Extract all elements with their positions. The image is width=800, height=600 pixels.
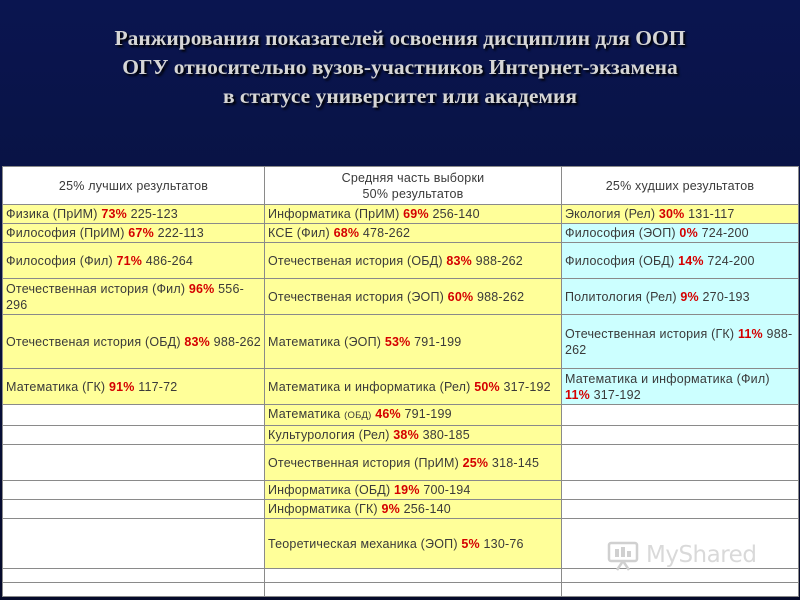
middle-cell <box>265 500 562 519</box>
range: 988-262 <box>473 289 525 304</box>
empty-cell <box>562 405 799 426</box>
best-cell <box>3 315 265 369</box>
percent: 30% <box>658 207 685 221</box>
subject: Философия (ЭОП) <box>565 226 680 240</box>
empty-cell <box>3 445 265 481</box>
middle-cell <box>265 279 562 315</box>
percent: 25% <box>462 455 489 470</box>
percent: 68% <box>333 226 360 240</box>
subject: Отечественая история (ОБД) <box>268 253 447 268</box>
subject: КСЕ (Фил) <box>268 226 334 240</box>
empty-cell <box>3 569 265 583</box>
range: 724-200 <box>697 226 749 240</box>
best-cell <box>3 243 265 279</box>
range: 131-117 <box>684 207 735 221</box>
header-best: 25% лучших результатов <box>3 167 265 205</box>
subject: Политология (Рел) <box>565 289 681 304</box>
subject: Информатика (ОБД) <box>268 483 395 497</box>
title-line-2: ОГУ относительно вузов-участников Интернет-экзамена <box>122 55 678 79</box>
subject: Математика и информатика (Фил) <box>565 371 770 386</box>
range: 791-199 <box>410 334 462 349</box>
percent: 9% <box>381 502 400 516</box>
header-middle-line-1: Средняя часть выборки <box>341 170 485 185</box>
middle-cell <box>265 405 562 426</box>
percent: 9% <box>680 289 699 304</box>
subject: Отечественная история (ПрИМ) <box>268 455 463 470</box>
percent: 69% <box>403 207 429 221</box>
header-middle <box>265 167 562 205</box>
percent: 0% <box>679 226 698 240</box>
range: 317-192 <box>589 387 641 402</box>
empty-cell <box>3 500 265 519</box>
empty-cell <box>562 500 799 519</box>
header-worst: 25% худших результатов <box>562 167 799 205</box>
subject: Отечественная история (ГК) <box>565 326 738 341</box>
subject: Философия (Фил) <box>6 253 117 268</box>
empty-cell <box>3 426 265 445</box>
empty-cell <box>3 405 265 426</box>
subject: Физика (ПрИМ) <box>6 207 102 221</box>
middle-cell <box>265 369 562 405</box>
range: 988-262 <box>565 326 793 357</box>
best-cell <box>3 279 265 315</box>
range: 130-76 <box>479 536 524 551</box>
subject: Информатика (ГК) <box>268 502 382 516</box>
range: 222-113 <box>153 226 204 240</box>
empty-cell <box>265 583 562 597</box>
percent: 50% <box>474 379 500 394</box>
range: 556-296 <box>6 281 244 312</box>
range: 988-262 <box>472 253 523 268</box>
best-cell <box>3 369 265 405</box>
percent: 11% <box>565 387 590 402</box>
subject: Математика <box>268 407 345 421</box>
subject: Информатика (ПрИМ) <box>268 207 404 221</box>
range: 486-264 <box>142 253 194 268</box>
empty-cell <box>562 583 799 597</box>
subject-qualifier: (ОБД) <box>344 410 372 421</box>
range: 256-140 <box>428 207 480 221</box>
range: 256-140 <box>399 502 451 516</box>
best-cell <box>3 224 265 243</box>
subject: Математика и информатика (Рел) <box>268 379 475 394</box>
percent: 83% <box>184 334 210 349</box>
range: 225-123 <box>126 207 178 221</box>
range: 317-192 <box>499 379 551 394</box>
percent: 71% <box>116 253 143 268</box>
range: 380-185 <box>418 428 470 442</box>
worst-cell <box>562 243 799 279</box>
middle-cell <box>265 426 562 445</box>
percent: 14% <box>678 253 704 268</box>
worst-cell <box>562 315 799 369</box>
range: 270-193 <box>698 289 750 304</box>
percent: 91% <box>108 379 135 394</box>
worst-cell <box>562 279 799 315</box>
percent: 60% <box>447 289 474 304</box>
watermark-text: MyShared <box>646 542 757 568</box>
subject: Отечественая история (ОБД) <box>6 334 185 349</box>
middle-cell <box>265 445 562 481</box>
worst-cell <box>562 205 799 224</box>
subject: Математика (ГК) <box>6 379 109 394</box>
empty-cell <box>562 481 799 500</box>
subject: Теоретическая механика (ЭОП) <box>268 536 462 551</box>
percent: 53% <box>384 334 411 349</box>
subject: Философия (ОБД) <box>565 253 679 268</box>
subject: Культурология (Рел) <box>268 428 394 442</box>
percent: 73% <box>101 207 127 221</box>
middle-cell <box>265 481 562 500</box>
middle-cell <box>265 205 562 224</box>
percent: 19% <box>394 483 420 497</box>
empty-cell <box>562 445 799 481</box>
range: 988-262 <box>210 334 261 349</box>
percent: 46% <box>371 407 401 421</box>
header-middle-line-2: 50% результатов <box>362 186 464 201</box>
range: 478-262 <box>359 226 411 240</box>
percent: 67% <box>128 226 154 240</box>
middle-cell <box>265 519 562 569</box>
empty-cell <box>3 519 265 569</box>
subject: Философия (ПрИМ) <box>6 226 129 240</box>
empty-cell <box>3 583 265 597</box>
best-cell <box>3 205 265 224</box>
empty-cell <box>3 481 265 500</box>
subject: Математика (ЭОП) <box>268 334 385 349</box>
middle-cell <box>265 315 562 369</box>
range: 791-199 <box>400 407 452 421</box>
percent: 38% <box>393 428 419 442</box>
slide-title <box>0 24 800 111</box>
empty-cell <box>562 426 799 445</box>
worst-cell <box>562 224 799 243</box>
subject: Отечественная история (Фил) <box>6 281 189 296</box>
percent: 96% <box>188 281 215 296</box>
title-line-1: Ранжирования показателей освоения дисциплин для ООП <box>114 26 686 50</box>
range: 724-200 <box>703 253 755 268</box>
watermark-logo <box>606 537 756 573</box>
worst-cell <box>562 369 799 405</box>
middle-cell <box>265 224 562 243</box>
title-line-3: в статусе университет или академия <box>222 84 578 108</box>
percent: 83% <box>446 253 472 268</box>
empty-cell <box>265 569 562 583</box>
range: 318-145 <box>488 455 540 470</box>
subject: Экология (Рел) <box>565 207 659 221</box>
middle-cell <box>265 243 562 279</box>
percent: 5% <box>461 536 480 551</box>
range: 117-72 <box>134 379 178 394</box>
range: 700-194 <box>419 483 471 497</box>
subject: Отечественая история (ЭОП) <box>268 289 448 304</box>
presentation-board-icon <box>606 538 640 572</box>
ranking-table <box>2 166 799 597</box>
percent: 11% <box>737 326 763 341</box>
